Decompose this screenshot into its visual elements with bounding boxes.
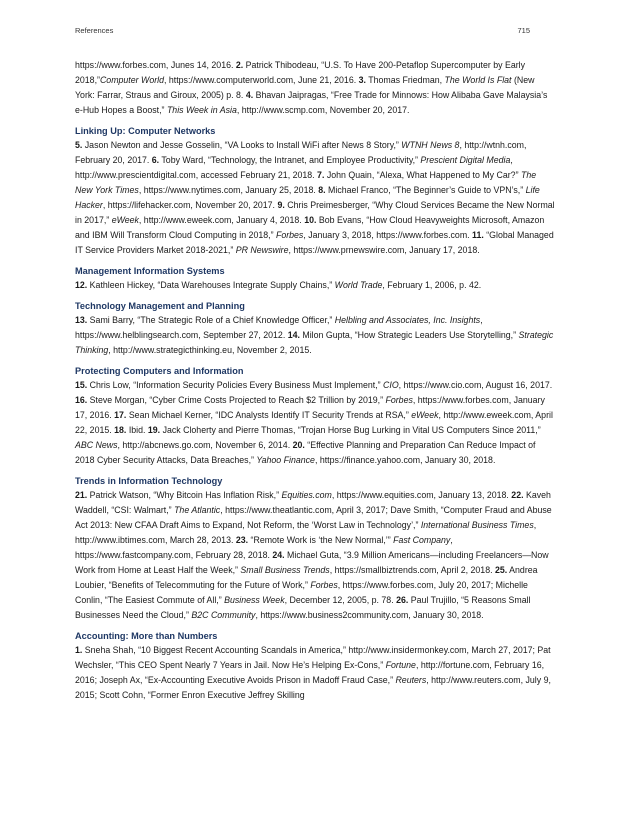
page-header — [75, 26, 530, 38]
section-protecting — [75, 365, 555, 468]
section-heading: Accounting: More than Numbers — [75, 631, 218, 641]
reference-paragraph: 5. Jason Newton and Jesse Gosselin, “VA Looks to Install WiFi after News 8 Story,” WTNH News 8, http://wtnh.com, February 20, 2017. 6. Toby Ward, “Technology, the Intranet, and Employee Productivity,” Prescient Digital Media, http://www.prescientdigital.com, accessed February 21, 2018. 7. John Quain, “Alexa, What Happened to My Car?” The New York Times, https://www.nytimes.com, January 25, 2018. 8. Michael Franco, “The Beginner’s Guide to VPN’s,” Life Hacker, https://lifehacker.com, November 20, 2017. 9. Chris Preimesberger, “Why Cloud Services Became the New Normal in 2017,” eWeek, http://www.eweek.com, January 4, 2018. 10. Bob Evans, “How Cloud Heavyweights Microsoft, Amazon and IBM Will Transform Cloud Computing in 2018,” Forbes, January 3, 2018, https://www.forbes.com. 11. “Global Managed IT Service Providers Market 2018-2021,” PR Newswire, https://www.prnewswire.com, January 17, 2018. — [75, 140, 555, 255]
section-accounting — [75, 630, 555, 703]
running-head: References — [75, 26, 114, 35]
section-trends — [75, 475, 555, 623]
reference-paragraph: 21. Patrick Watson, “Why Bitcoin Has Inflation Risk,” Equities.com, https://www.equities.com, January 13, 2018. 22. Kaveh Waddell, “CSI: Walmart,” The Atlantic, https://www.theatlantic.com, April 3, 2017; Dave Smith, “Computer Fraud and Abuse Act 2013: New CFAA Draft Aims to Expand, Not Reform, the ‘Worst Law in Technology’,” International Business Times, http://www.ibtimes.com, March 28, 2013. 23. “Remote Work is ‘the New Normal,’” Fast Company, https://www.fastcompany.com, February 28, 2018. 24. Michael Guta, “3.9 Million Americans—including Freelancers—Now Work from Home at Least Half the Week,” Small Business Trends, https://smallbiztrends.com, April 2, 2018. 25. Andrea Loubier, “Benefits of Telecommuting for the Future of Work,” Forbes, https://www.forbes.com, July 20, 2017; Michelle Conlin, “The Easiest Commute of All,” Business Week, December 12, 2005, p. 78. 26. Paul Trujillo, “5 Reasons Small Businesses Need the Cloud,” B2C Community, https://www.business2community.com, January 30, 2018. — [75, 490, 552, 620]
reference-paragraph: 13. Sami Barry, “The Strategic Role of a Chief Knowledge Officer,” Helbling and Associates, Inc. Insights, https://www.helblingsearch.com, September 27, 2012. 14. Milon Gupta, “How Strategic Leaders Use Storytelling,” Strategic Thinking, http://www.strategicthinking.eu, November 2, 2015. — [75, 315, 554, 355]
reference-paragraph: 1. Sneha Shah, “10 Biggest Recent Accounting Scandals in America,” http://www.insidermonkey.com, March 27, 2017; Pat Wechsler, “This CEO Spent Nearly 7 Years in Jail. Now He’s Helping Ex-Cons,” Fortune, http://fortune.com, February 16, 2016; Joseph Ax, “Ex-Accounting Executive Avoids Prison in Madoff Fraud Case,” Reuters, http://www.reuters.com, July 9, 2015; Scott Cohn, “Former Enron Executive Jeffrey Skilling — [75, 645, 551, 700]
reference-paragraph: https://www.forbes.com, Junes 14, 2016. 2. Patrick Thibodeau, “U.S. To Have 200-Petaflop Supercomputer by Early 2018,”Computer World, https://www.computerworld.com, June 21, 2016. 3. Thomas Friedman, The World Is Flat (New York: Farrar, Straus and Giroux, 2005) p. 8. 4. Bhavan Jaipragas, “Free Trade for Minnows: How Alibaba Gave Malaysia’s e-Hub Hopes a Boost,” This Week in Asia, http://www.scmp.com, November 20, 2017. — [75, 60, 548, 115]
section-heading: Management Information Systems — [75, 266, 225, 276]
section-tech-management — [75, 300, 555, 358]
references-content — [75, 58, 555, 710]
section-heading: Trends in Information Technology — [75, 476, 223, 486]
reference-paragraph: 12. Kathleen Hickey, “Data Warehouses Integrate Supply Chains,” World Trade, February 1, 2006, p. 42. — [75, 280, 482, 290]
reference-paragraph: 15. Chris Low, “Information Security Policies Every Business Must Implement,” CIO, https://www.cio.com, August 16, 2017. 16. Steve Morgan, “Cyber Crime Costs Projected to Reach $2 Trillion by 2019,” Forbes, https://www.forbes.com, January 17, 2016. 17. Sean Michael Kerner, “IDC Analysts Identify IT Security Trends at RSA,” eWeek, http://www.eweek.com, April 22, 2015. 18. Ibid. 19. Jack Cloherty and Pierre Thomas, “Trojan Horse Bug Lurking in Vital US Computers Since 2011,” ABC News, http://abcnews.go.com, November 6, 2014. 20. “Effective Planning and Preparation Can Reduce Impact of 2018 Cyber Security Attacks, Data Breaches,” Yahoo Finance, https://finance.yahoo.com, January 30, 2018. — [75, 380, 553, 465]
page-number: 715 — [517, 26, 530, 35]
intro-references — [75, 58, 555, 118]
section-heading: Protecting Computers and Information — [75, 366, 244, 376]
section-heading: Technology Management and Planning — [75, 301, 245, 311]
section-mis — [75, 265, 555, 293]
section-networks — [75, 125, 555, 258]
section-heading: Linking Up: Computer Networks — [75, 126, 216, 136]
